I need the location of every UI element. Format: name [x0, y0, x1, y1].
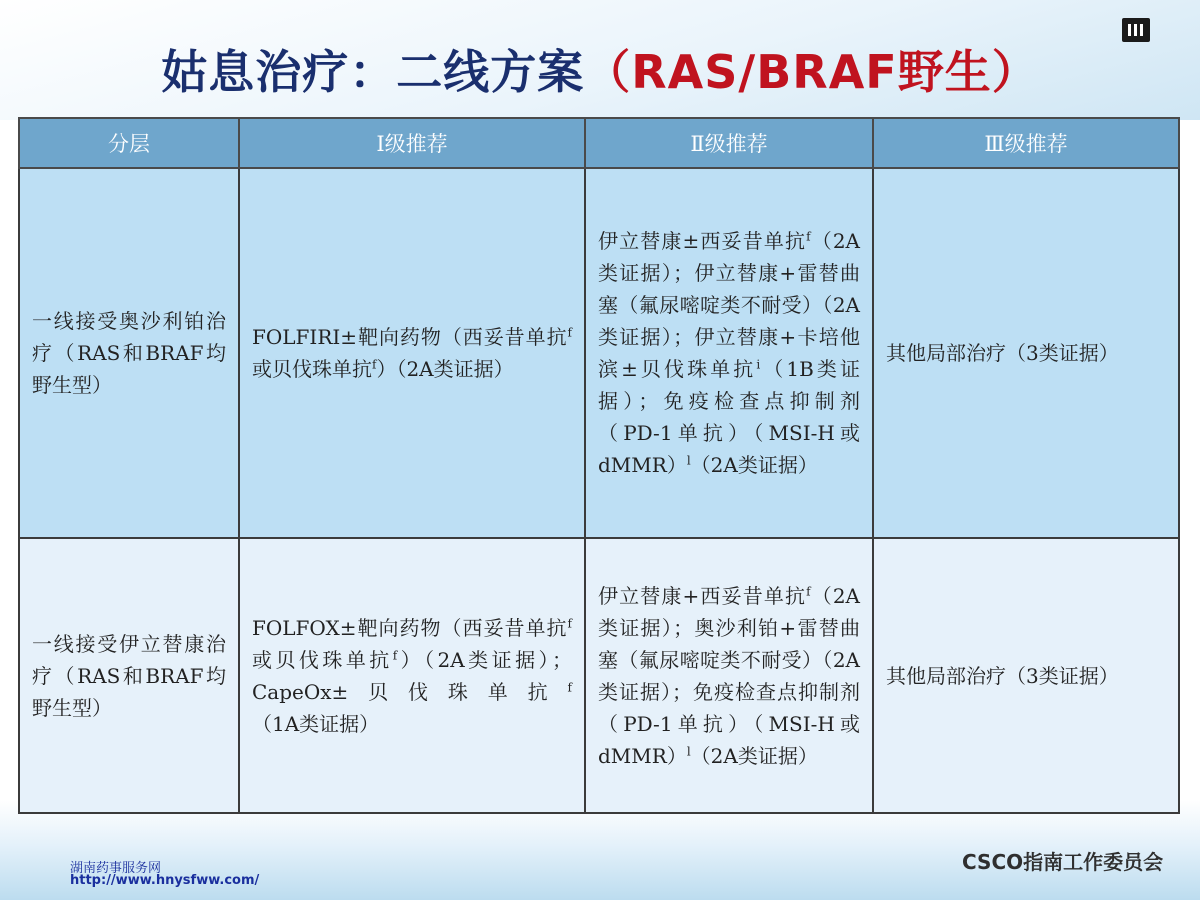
cell-level3 [873, 538, 1179, 813]
table-header-row [19, 118, 1179, 168]
cell-level1 [239, 168, 585, 538]
footer-site-name: 湖南药事服务网 [70, 861, 162, 876]
level2-text: 伊立替康±西妥昔单抗$^f$（2A类证据）；伊立替康+雷替曲塞（氟尿嘧啶类不耐受）（2A类证据）；伊立替康+卡培他滨±贝伐珠单抗$^i$（1B类证据）；免疫检查点抑制剂（PD-1单抗）（MSI-H或dMMR）$^l$（2A类证据） [598, 229, 860, 477]
table-row [19, 168, 1179, 538]
header-level1: Ⅰ级推荐 [239, 118, 585, 168]
title-sub: （RAS/BRAF野生） [584, 45, 1039, 99]
level3-text: 其他局部治疗（3类证据） [886, 663, 1119, 688]
header-layer: 分层 [19, 118, 239, 168]
recommendation-table [18, 117, 1180, 814]
title-main: 姑息治疗：二线方案 [161, 45, 585, 99]
header-level3: Ⅲ级推荐 [873, 118, 1179, 168]
level3-text: 其他局部治疗（3类证据） [886, 341, 1119, 365]
level1-text: FOLFIRI±靶向药物（西妥昔单抗$^f$或贝伐珠单抗$^f$）（2A类证据） [252, 325, 572, 381]
header-level2: Ⅱ级推荐 [585, 118, 873, 168]
cell-level2 [585, 538, 873, 813]
level2-text: 伊立替康+西妥昔单抗$^f$（2A类证据）；奥沙利铂+雷替曲塞（氟尿嘧啶类不耐受）（2A类证据）；免疫检查点抑制剂（PD-1单抗）（MSI-H或dMMR）$^l$（2A类证据） [598, 583, 860, 768]
cell-layer [19, 538, 239, 813]
page-title [0, 36, 1200, 102]
level1-text: FOLFOX±靶向药物（西妥昔单抗$^f$或贝伐珠单抗$^f$）（2A类证据）；CapeOx±贝伐珠单抗$^f$（1A类证据） [252, 615, 572, 736]
cell-level3 [873, 168, 1179, 538]
layer-text: 一线接受伊立替康治疗（RAS和BRAF均野生型） [32, 631, 226, 720]
cell-level1 [239, 538, 585, 813]
cell-level2 [585, 168, 873, 538]
footer-site-url[interactable]: http://www.hnysfww.com/ [70, 873, 260, 888]
footer-organization: CSCO指南工作委员会 [962, 850, 1164, 874]
cell-layer [19, 168, 239, 538]
table-row [19, 538, 1179, 813]
layer-text: 一线接受奥沙利铂治疗（RAS和BRAF均野生型） [32, 309, 226, 397]
